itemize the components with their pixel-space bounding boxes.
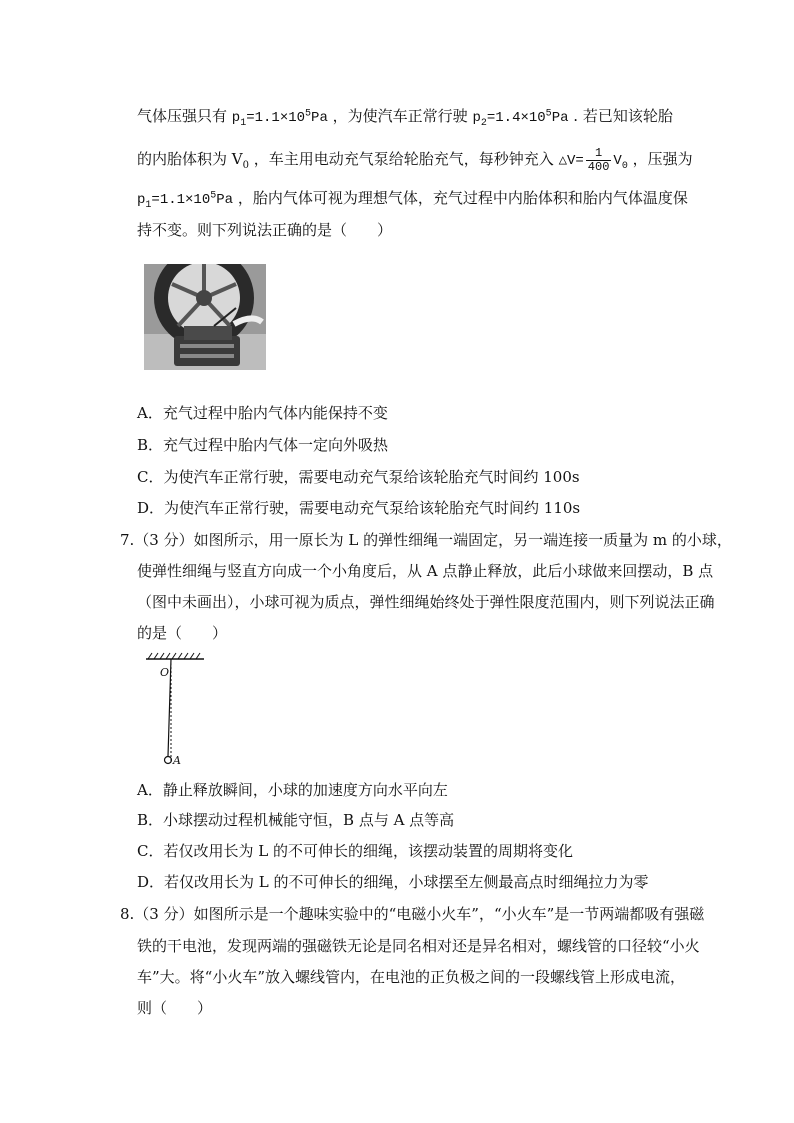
- q6-option-c[interactable]: C．为使汽车正常行驶，需要电动充气泵给该轮胎充气时间约 100s: [137, 468, 580, 486]
- q6-option-b[interactable]: B．充气过程中胎内气体一定向外吸热: [137, 436, 389, 454]
- q7-stem-line-2: 使弹性细绳与竖直方向成一个小角度后，从 A 点静止释放，此后小球做来回摆动，B 点: [137, 562, 714, 580]
- q6-option-d[interactable]: D．为使汽车正常行驶，需要电动充气泵给该轮胎充气时间约 110s: [137, 499, 581, 517]
- q7-option-c[interactable]: C．若仅改用长为 L 的不可伸长的细绳，该摆动装置的周期将变化: [137, 842, 573, 860]
- pendulum-figure: [144, 652, 206, 768]
- q8-stem-line-3: 车”大。将“小火车”放入螺线管内，在电池的正负极之间的一段螺线管上形成电流，: [137, 968, 686, 986]
- q6-option-a[interactable]: A．充气过程中胎内气体内能保持不变: [137, 404, 388, 422]
- q6-line-2: 的内胎体积为 $V_0$ ，车主用电动充气泵给轮胎充气，每秒钟充入 △V= $\frac{1}{400}$ $V_0$ ，压强为: [137, 146, 693, 174]
- q6-line-4: 持不变。则下列说法正确的是（ ）: [137, 221, 393, 239]
- q6-line-1: [137, 106, 673, 128]
- q6-text: . 若已知该轮胎: [573, 107, 673, 125]
- q7-stem-line-3: （图中未画出），小球可视为质点，弹性细绳始终处于弹性限度范围内，则下列说法正确: [137, 593, 715, 611]
- q6-line-3: $p_1=1.1\times 10^5Pa$ ，胎内气体可视为理想气体，充气过程中内胎体积和胎内气体温度保: [137, 189, 688, 211]
- fraction: $\frac{1}{400}$: [587, 146, 610, 174]
- delta-v-expression: △V= $\frac{1}{400}$ $V_0$: [558, 146, 628, 174]
- p1-expression: $p_1=1.1\times 10^5Pa$: [231, 108, 328, 129]
- label-o: O: [160, 666, 170, 679]
- q7-stem-line-4: 的是（ ）: [137, 624, 228, 642]
- q8-stem-line-4: 则（ ）: [137, 999, 213, 1017]
- q8-stem-line-2: 铁的干电池，发现两端的强磁铁无论是同名相对还是异名相对，螺线管的口径较“小火: [137, 937, 700, 955]
- p1-expression-2: $p_1=1.1\times 10^5Pa$: [137, 190, 234, 211]
- tire-pump-photo: [144, 264, 266, 370]
- q7-option-a[interactable]: A．静止释放瞬间，小球的加速度方向水平向左: [137, 781, 448, 799]
- q6-text: 气体压强只有: [137, 107, 228, 125]
- q7-option-b[interactable]: B．小球摆动过程机械能守恒，B 点与 A 点等高: [137, 811, 455, 829]
- q6-text: ，为使汽车正常行驶: [332, 107, 468, 125]
- q8-stem-line-1: 8.（3 分）如图所示是一个趣味实验中的“电磁小火车”，“小火车”是一节两端都吸有强磁: [120, 905, 705, 923]
- p2-expression: $p_2=1.4\times 10^5Pa$: [472, 108, 569, 129]
- q7-stem-line-1: 7.（3 分）如图所示，用一原长为 L 的弹性细绳一端固定，另一端连接一质量为 m 的小球，: [120, 531, 732, 549]
- label-a: A: [173, 754, 181, 767]
- q7-option-d[interactable]: D．若仅改用长为 L 的不可伸长的细绳，小球摆至左侧最高点时细绳拉力为零: [137, 873, 649, 891]
